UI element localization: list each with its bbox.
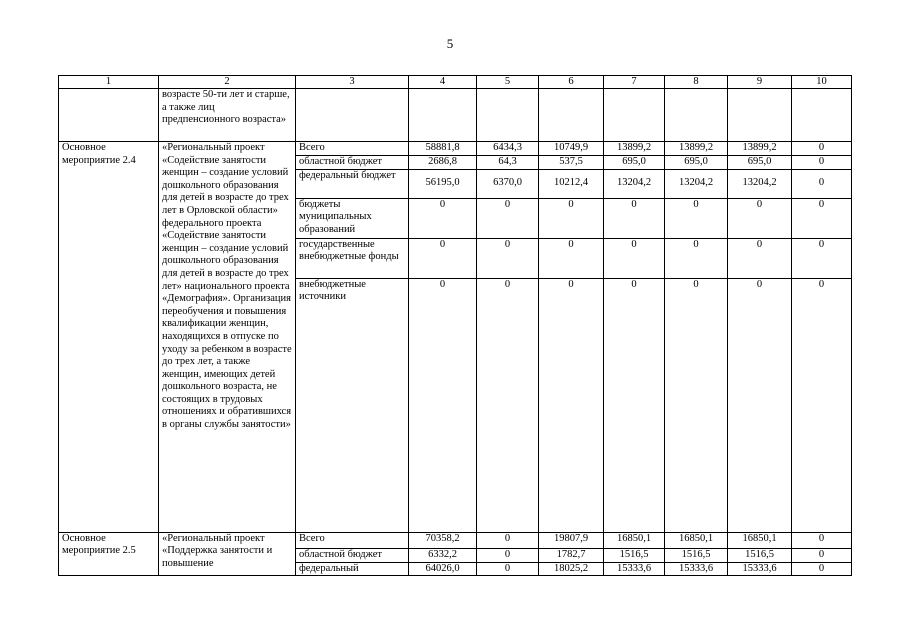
funding-source: федеральный бюджет [296,169,409,198]
activity-label: Основное мероприятие 2.5 [59,532,159,576]
value-cell: 0 [477,238,539,278]
value-cell: 19807,9 [539,532,604,548]
value-cell: 0 [539,198,604,238]
value-cell: 16850,1 [728,532,792,548]
value-cell: 6434,3 [477,142,539,156]
empty-cell [59,89,159,142]
empty-cell [539,89,604,142]
value-cell: 13204,2 [604,169,665,198]
value-cell: 0 [665,238,728,278]
value-cell: 0 [409,238,477,278]
continuation-row [59,89,852,142]
header-cell: 8 [665,76,728,89]
value-cell: 0 [792,156,852,170]
value-cell: 56195,0 [409,169,477,198]
value-cell: 10749,9 [539,142,604,156]
value-cell: 0 [728,278,792,532]
value-cell: 0 [477,198,539,238]
value-cell: 2686,8 [409,156,477,170]
value-cell: 0 [409,198,477,238]
value-cell: 15333,6 [665,562,728,576]
value-cell: 13204,2 [665,169,728,198]
funding-source: Всего [296,532,409,548]
budget-table [58,75,852,576]
value-cell: 0 [665,278,728,532]
value-cell: 16850,1 [665,532,728,548]
empty-cell [296,89,409,142]
value-cell: 695,0 [604,156,665,170]
funding-source: государственные внебюджетные фонды [296,238,409,278]
value-cell: 0 [604,198,665,238]
value-cell: 0 [792,278,852,532]
header-cell: 1 [59,76,159,89]
value-cell: 13204,2 [728,169,792,198]
value-cell: 0 [665,198,728,238]
empty-cell [409,89,477,142]
value-cell: 6332,2 [409,548,477,562]
value-cell: 16850,1 [604,532,665,548]
value-cell: 0 [477,562,539,576]
header-cell: 4 [409,76,477,89]
empty-cell [604,89,665,142]
value-cell: 0 [792,198,852,238]
value-cell: 0 [539,238,604,278]
activity-label: Основное мероприятие 2.4 [59,142,159,533]
value-cell: 0 [604,238,665,278]
value-cell: 0 [792,532,852,548]
value-cell: 70358,2 [409,532,477,548]
value-cell: 1782,7 [539,548,604,562]
header-cell: 9 [728,76,792,89]
header-cell: 5 [477,76,539,89]
value-cell: 15333,6 [604,562,665,576]
value-cell: 13899,2 [604,142,665,156]
value-cell: 0 [792,142,852,156]
funding-source: областной бюджет [296,156,409,170]
value-cell: 13899,2 [665,142,728,156]
value-cell: 64,3 [477,156,539,170]
empty-cell [728,89,792,142]
value-cell: 0 [792,169,852,198]
header-cell: 6 [539,76,604,89]
value-cell: 0 [792,562,852,576]
header-cell: 7 [604,76,665,89]
funding-source: бюджеты муниципальных образований [296,198,409,238]
funding-source: внебюджетные источники [296,278,409,532]
activity-description: «Региональный проект «Поддержка занятости и повышение [159,532,296,576]
table-row [59,532,852,548]
header-cell: 10 [792,76,852,89]
value-cell: 0 [409,278,477,532]
value-cell: 1516,5 [728,548,792,562]
page-number: 5 [446,36,454,51]
value-cell: 0 [728,238,792,278]
activity-description: «Региональный проект «Содействие занятости женщин – создание условий дошкольного образования для детей в возрасте до трех лет в Орловской области» федерального проекта «Содействие занятости женщин – создание условий дошкольного образования для детей в возрасте до трех лет» национального проекта «Демография». Организация переобучения и повышения квалификации женщин, находящихся в отпуске по уходу за ребенком в возрасте до трех лет, а также женщин, имеющих детей дошкольного возраста, не состоящих в трудовых отношениях и обратившихся в органы службы занятости» [159,142,296,533]
value-cell: 6370,0 [477,169,539,198]
empty-cell [665,89,728,142]
value-cell: 0 [604,278,665,532]
value-cell: 10212,4 [539,169,604,198]
header-cell: 3 [296,76,409,89]
value-cell: 0 [477,532,539,548]
continued-description: возрасте 50-ти лет и старше, а также лиц предпенсионного возраста» [159,89,296,142]
value-cell: 64026,0 [409,562,477,576]
value-cell: 0 [728,198,792,238]
value-cell: 18025,2 [539,562,604,576]
header-cell: 2 [159,76,296,89]
value-cell: 58881,8 [409,142,477,156]
value-cell: 0 [539,278,604,532]
table-row [59,142,852,156]
value-cell: 15333,6 [728,562,792,576]
value-cell: 537,5 [539,156,604,170]
value-cell: 0 [792,548,852,562]
value-cell: 1516,5 [665,548,728,562]
value-cell: 0 [792,238,852,278]
value-cell: 1516,5 [604,548,665,562]
funding-source: федеральный [296,562,409,576]
value-cell: 695,0 [665,156,728,170]
value-cell: 0 [477,278,539,532]
value-cell: 0 [477,548,539,562]
empty-cell [792,89,852,142]
funding-source: Всего [296,142,409,156]
value-cell: 695,0 [728,156,792,170]
value-cell: 13899,2 [728,142,792,156]
empty-cell [477,89,539,142]
header-row [59,76,852,89]
funding-source: областной бюджет [296,548,409,562]
